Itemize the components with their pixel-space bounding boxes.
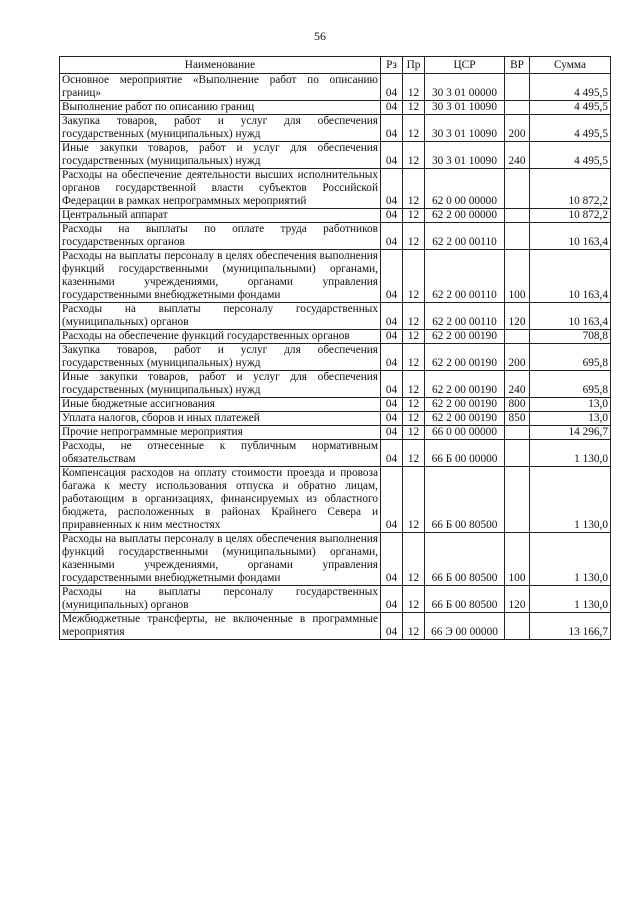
row-vr: 850 xyxy=(505,412,530,426)
row-sum: 695,8 xyxy=(530,371,611,398)
row-vr xyxy=(505,74,530,101)
row-rz: 04 xyxy=(381,371,403,398)
row-sum: 1 130,0 xyxy=(530,467,611,533)
row-pr: 12 xyxy=(403,533,425,586)
row-name: Выполнение работ по описанию границ xyxy=(60,101,381,115)
row-name: Расходы на выплаты по оплате труда работников государственных органов xyxy=(60,223,381,250)
row-sum: 4 495,5 xyxy=(530,115,611,142)
table-row xyxy=(60,426,611,440)
row-csr: 66 Э 00 00000 xyxy=(425,613,505,640)
row-pr: 12 xyxy=(403,398,425,412)
page-number: 56 xyxy=(314,29,326,43)
row-vr xyxy=(505,169,530,209)
row-name: Расходы на выплаты персоналу государственных (муниципальных) органов xyxy=(60,586,381,613)
row-csr: 66 Б 00 80500 xyxy=(425,467,505,533)
row-vr xyxy=(505,426,530,440)
row-vr: 100 xyxy=(505,250,530,303)
row-csr: 62 2 00 00190 xyxy=(425,371,505,398)
row-name: Иные закупки товаров, работ и услуг для обеспечения государственных (муниципальных) нужд xyxy=(60,371,381,398)
row-rz: 04 xyxy=(381,169,403,209)
row-rz: 04 xyxy=(381,426,403,440)
table-row xyxy=(60,412,611,426)
row-vr xyxy=(505,223,530,250)
row-sum: 1 130,0 xyxy=(530,440,611,467)
table-row xyxy=(60,303,611,330)
row-rz: 04 xyxy=(381,586,403,613)
table-row xyxy=(60,101,611,115)
row-pr: 12 xyxy=(403,613,425,640)
row-sum: 4 495,5 xyxy=(530,101,611,115)
row-pr: 12 xyxy=(403,412,425,426)
table-row xyxy=(60,115,611,142)
table-header-row xyxy=(60,57,611,74)
row-pr: 12 xyxy=(403,303,425,330)
row-pr: 12 xyxy=(403,115,425,142)
table-row xyxy=(60,586,611,613)
row-sum: 13,0 xyxy=(530,412,611,426)
table-row xyxy=(60,142,611,169)
row-pr: 12 xyxy=(403,586,425,613)
table-row xyxy=(60,467,611,533)
row-name: Расходы на выплаты персоналу государственных (муниципальных) органов xyxy=(60,303,381,330)
row-vr xyxy=(505,209,530,223)
row-rz: 04 xyxy=(381,142,403,169)
row-csr: 66 0 00 00000 xyxy=(425,426,505,440)
row-sum: 1 130,0 xyxy=(530,586,611,613)
row-vr: 100 xyxy=(505,533,530,586)
row-name: Иные бюджетные ассигнования xyxy=(60,398,381,412)
table-row xyxy=(60,344,611,371)
row-pr: 12 xyxy=(403,440,425,467)
row-vr xyxy=(505,101,530,115)
row-csr: 66 Б 00 80500 xyxy=(425,533,505,586)
row-vr xyxy=(505,613,530,640)
row-vr xyxy=(505,467,530,533)
row-rz: 04 xyxy=(381,101,403,115)
row-sum: 708,8 xyxy=(530,330,611,344)
budget-table xyxy=(59,56,611,640)
row-rz: 04 xyxy=(381,533,403,586)
row-vr: 200 xyxy=(505,115,530,142)
row-name: Центральный аппарат xyxy=(60,209,381,223)
row-csr: 30 3 01 00000 xyxy=(425,74,505,101)
row-csr: 62 2 00 00110 xyxy=(425,223,505,250)
row-sum: 4 495,5 xyxy=(530,142,611,169)
row-rz: 04 xyxy=(381,209,403,223)
row-vr: 200 xyxy=(505,344,530,371)
row-csr: 66 Б 00 00000 xyxy=(425,440,505,467)
row-vr: 800 xyxy=(505,398,530,412)
row-name: Расходы на выплаты персоналу в целях обеспечения выполнения функций государственными (муниципальными) органами, казенными учреждениями, органами управления государственными внебюджетными фондами xyxy=(60,533,381,586)
row-pr: 12 xyxy=(403,426,425,440)
row-name: Компенсация расходов на оплату стоимости проезда и провоза багажа к месту использования отпуска и обратно лицам, работающим в организациях, финансируемых из областного бюджета, расположенных в районах Крайнего Севера и приравненных к ним местностях xyxy=(60,467,381,533)
row-rz: 04 xyxy=(381,330,403,344)
row-csr: 62 0 00 00000 xyxy=(425,169,505,209)
row-name: Основное мероприятие «Выполнение работ по описанию границ» xyxy=(60,74,381,101)
table-row xyxy=(60,440,611,467)
row-pr: 12 xyxy=(403,169,425,209)
header-rz: Рз xyxy=(381,57,403,74)
row-pr: 12 xyxy=(403,223,425,250)
row-sum: 13,0 xyxy=(530,398,611,412)
row-name: Расходы, не отнесенные к публичным нормативным обязательствам xyxy=(60,440,381,467)
row-pr: 12 xyxy=(403,371,425,398)
table-row xyxy=(60,223,611,250)
row-rz: 04 xyxy=(381,412,403,426)
row-sum: 695,8 xyxy=(530,344,611,371)
row-pr: 12 xyxy=(403,74,425,101)
table-row xyxy=(60,169,611,209)
row-name: Расходы на обеспечение деятельности высших исполнительных органов государственной власти субъектов Российской Федерации в рамках непрограммных мероприятий xyxy=(60,169,381,209)
header-vr: ВР xyxy=(505,57,530,74)
row-sum: 1 130,0 xyxy=(530,533,611,586)
row-rz: 04 xyxy=(381,398,403,412)
row-rz: 04 xyxy=(381,440,403,467)
row-pr: 12 xyxy=(403,467,425,533)
row-csr: 62 2 00 00190 xyxy=(425,398,505,412)
row-rz: 04 xyxy=(381,115,403,142)
row-sum: 4 495,5 xyxy=(530,74,611,101)
row-vr xyxy=(505,330,530,344)
row-sum: 10 163,4 xyxy=(530,250,611,303)
row-csr: 62 2 00 00110 xyxy=(425,303,505,330)
table-row xyxy=(60,533,611,586)
row-sum: 10 163,4 xyxy=(530,223,611,250)
row-sum: 14 296,7 xyxy=(530,426,611,440)
row-csr: 30 3 01 10090 xyxy=(425,115,505,142)
row-pr: 12 xyxy=(403,330,425,344)
table-row xyxy=(60,209,611,223)
row-rz: 04 xyxy=(381,303,403,330)
row-rz: 04 xyxy=(381,613,403,640)
row-pr: 12 xyxy=(403,209,425,223)
row-csr: 62 2 00 00000 xyxy=(425,209,505,223)
row-csr: 30 3 01 10090 xyxy=(425,142,505,169)
header-csr: ЦСР xyxy=(425,57,505,74)
row-csr: 62 2 00 00190 xyxy=(425,412,505,426)
row-sum: 10 872,2 xyxy=(530,209,611,223)
row-csr: 62 2 00 00190 xyxy=(425,344,505,371)
row-pr: 12 xyxy=(403,101,425,115)
row-name: Расходы на выплаты персоналу в целях обеспечения выполнения функций государственными (муниципальными) органами, казенными учреждениями, органами управления государственными внебюджетными фондами xyxy=(60,250,381,303)
row-vr: 240 xyxy=(505,371,530,398)
table-row xyxy=(60,371,611,398)
row-name: Закупка товаров, работ и услуг для обеспечения государственных (муниципальных) нужд xyxy=(60,115,381,142)
row-pr: 12 xyxy=(403,250,425,303)
row-pr: 12 xyxy=(403,344,425,371)
row-name: Межбюджетные трансферты, не включенные в программные мероприятия xyxy=(60,613,381,640)
header-sum: Сумма xyxy=(530,57,611,74)
row-rz: 04 xyxy=(381,467,403,533)
row-csr: 62 2 00 00190 xyxy=(425,330,505,344)
row-csr: 62 2 00 00110 xyxy=(425,250,505,303)
table-row xyxy=(60,250,611,303)
row-rz: 04 xyxy=(381,344,403,371)
row-sum: 10 872,2 xyxy=(530,169,611,209)
row-rz: 04 xyxy=(381,223,403,250)
row-rz: 04 xyxy=(381,74,403,101)
header-name: Наименование xyxy=(60,57,381,74)
row-vr: 120 xyxy=(505,586,530,613)
row-csr: 30 3 01 10090 xyxy=(425,101,505,115)
row-name: Уплата налогов, сборов и иных платежей xyxy=(60,412,381,426)
row-vr: 120 xyxy=(505,303,530,330)
row-vr xyxy=(505,440,530,467)
row-sum: 10 163,4 xyxy=(530,303,611,330)
row-rz: 04 xyxy=(381,250,403,303)
row-pr: 12 xyxy=(403,142,425,169)
table-row xyxy=(60,74,611,101)
row-name: Прочие непрограммные мероприятия xyxy=(60,426,381,440)
row-csr: 66 Б 00 80500 xyxy=(425,586,505,613)
table-row xyxy=(60,330,611,344)
table-row xyxy=(60,613,611,640)
row-vr: 240 xyxy=(505,142,530,169)
row-sum: 13 166,7 xyxy=(530,613,611,640)
header-pr: Пр xyxy=(403,57,425,74)
row-name: Закупка товаров, работ и услуг для обеспечения государственных (муниципальных) нужд xyxy=(60,344,381,371)
row-name: Иные закупки товаров, работ и услуг для обеспечения государственных (муниципальных) нужд xyxy=(60,142,381,169)
table-row xyxy=(60,398,611,412)
row-name: Расходы на обеспечение функций государственных органов xyxy=(60,330,381,344)
